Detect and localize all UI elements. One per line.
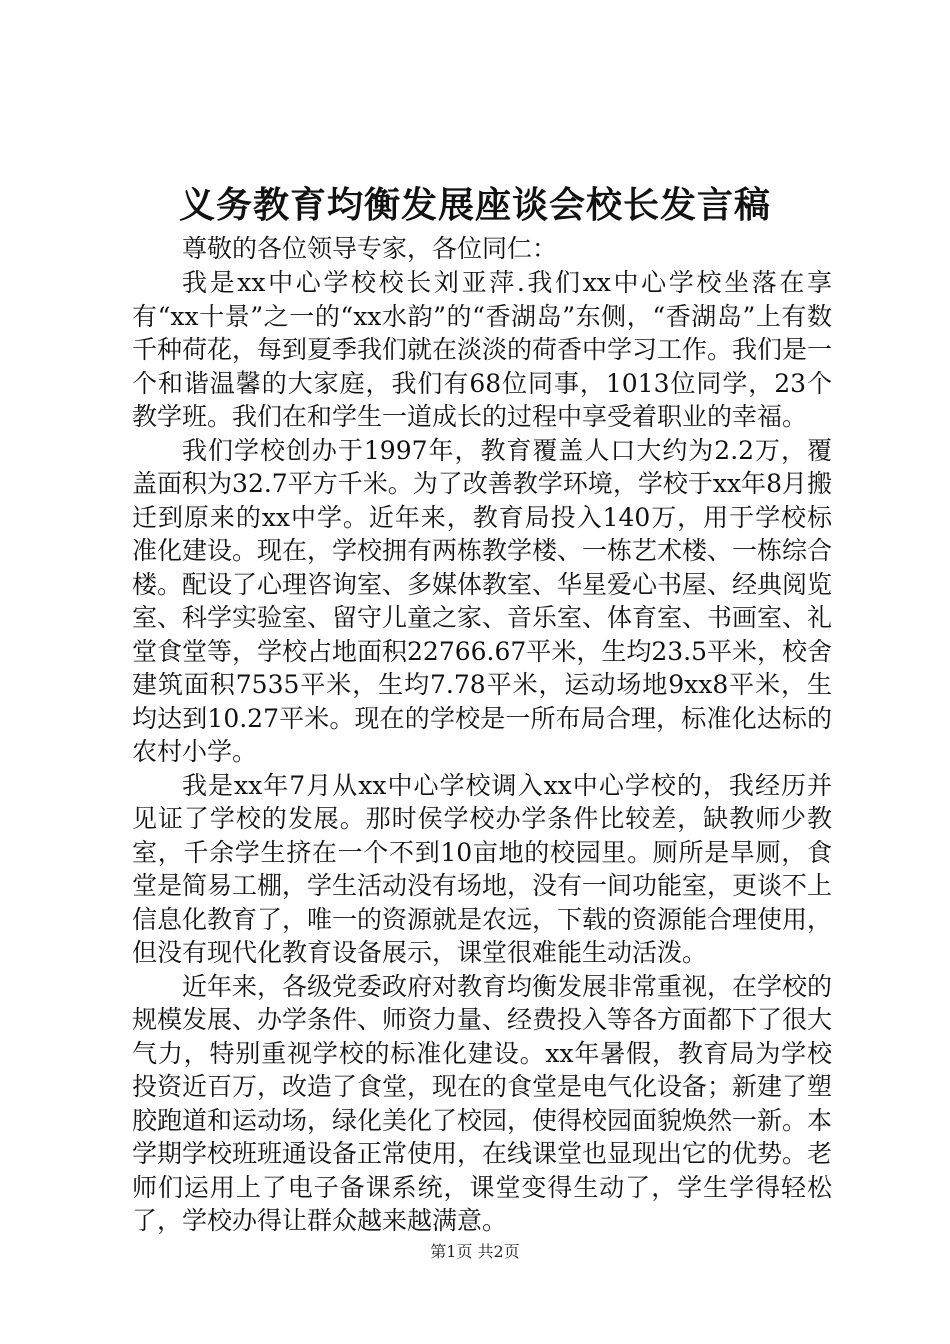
paragraph-recent-development: 近年来，各级党委政府对教育均衡发展非常重视，在学校的规模发展、办学条件、师资力量、经费投入等各方面都下了很大气力，特别重视学校的标准化建设。xx年暑假，教育局为学校投资近百万，改造了食堂，现在的食堂是电气化设备；新建了塑胶跑道和运动场，绿化美化了校园，使得校园面貌焕然一新。本学期学校班班通设备正常使用，在线课堂也显现出它的优势。老师们运用上了电子备课系统，课堂变得生动了，学生学得轻松了，学校办得让群众越来越满意。 bbox=[132, 971, 833, 1235]
page-footer: 第1页 共2页 bbox=[430, 1242, 520, 1261]
page-title: 义务教育均衡发展座谈会校长发言稿 bbox=[178, 184, 771, 226]
document-body bbox=[132, 266, 832, 1238]
paragraph-past-conditions: 我是xx年7月从xx中心学校调入xx中心学校的，我经历并见证了学校的发展。那时侯学校办学条件比较差，缺教师少教室，千余学生挤在一个不到10亩地的校园里。厕所是旱厕，食堂是简易工棚，学生活动没有场地，没有一间功能室，更谈不上信息化教育了，唯一的资源就是农远，下载的资源能合理使用，但没有现代化教育设备展示，课堂很难能生动活泼。 bbox=[132, 770, 833, 967]
paragraph-school-facilities: 我们学校创办于1997年，教育覆盖人口大约为2.2万，覆盖面积为32.7平方千米。为了改善教学环境，学校于xx年8月搬迁到原来的xx中学。近年来，教育局投入140万，用于学校标准化建设。现在，学校拥有两栋教学楼、一栋艺术楼、一栋综合楼。配设了心理咨询室、多媒体教室、华星爱心书屋、经典阅览室、科学实验室、留守儿童之家、音乐室、体育室、书画室、礼堂食堂等，学校占地面积22766.67平米，生均23.5平米，校舍建筑面积7535平米，生均7.78平米，运动场地9xx8平米，生均达到10.27平米。现在的学校是一所布局合理，标准化达标的农村小学。 bbox=[132, 435, 833, 766]
salutation: 尊敬的各位领导专家，各位同仁： bbox=[182, 234, 558, 263]
paragraph-introduction: 我是xx中心学校校长刘亚萍.我们xx中心学校坐落在享有“xx十景”之一的“xx水韵”的“香湖岛”东侧，“香湖岛”上有数千种荷花，每到夏季我们就在淡淡的荷香中学习工作。我们是一个和谐温馨的大家庭，我们有68位同事，1013位同学，23个教学班。我们在和学生一道成长的过程中享受着职业的幸福。 bbox=[132, 268, 833, 431]
